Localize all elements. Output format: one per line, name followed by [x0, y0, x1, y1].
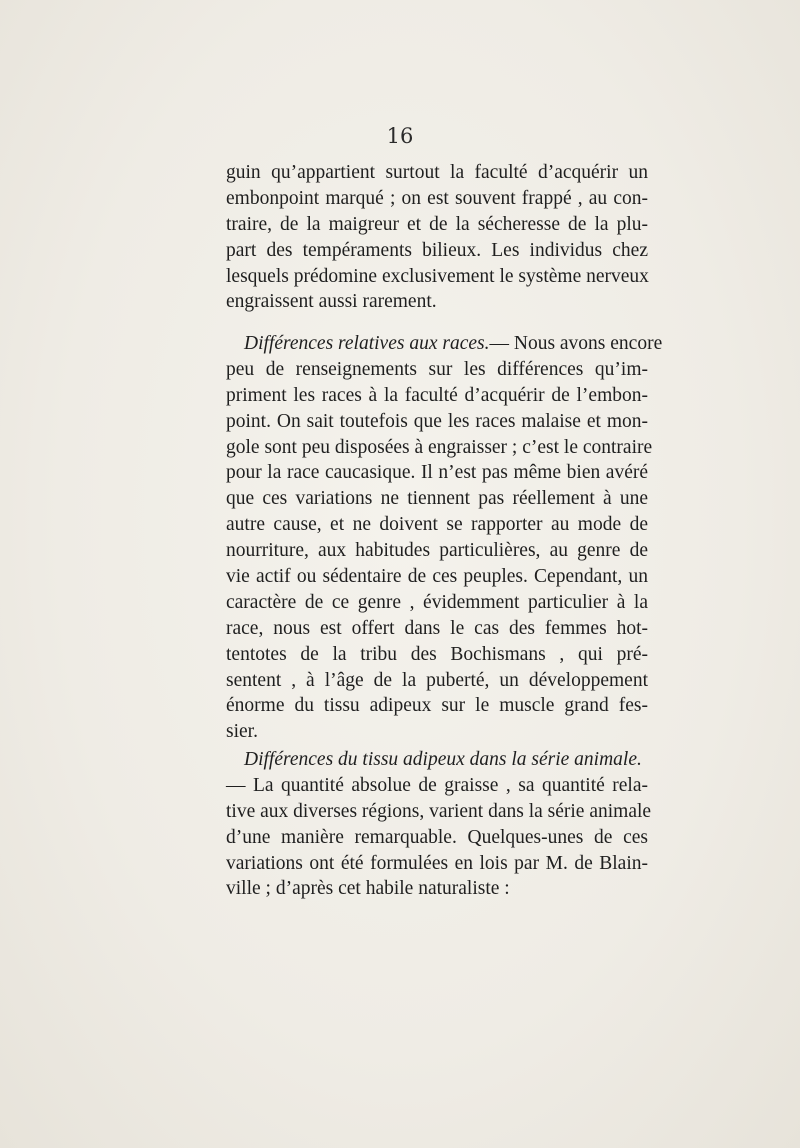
text-line: lesquels prédomine exclusivement le système nerveux [226, 265, 649, 287]
paragraph-2 [226, 331, 663, 745]
text-line: gole sont peu disposées à engraisser ; c’est le contraire [226, 436, 653, 458]
text-line: traire, de la maigreur et de la sécheresse de la plu- [226, 213, 648, 235]
page-number: 16 [386, 124, 414, 148]
text-line: sier. [226, 721, 258, 743]
text-line: que ces variations ne tiennent pas réellement à une [226, 488, 648, 510]
text-line: priment les races à la faculté d’acquérir de l’embon- [226, 384, 648, 406]
text-line: pour la race caucasique. Il n’est pas même bien avéré [226, 462, 648, 484]
text-line: nourriture, aux habitudes particulières, au genre de [226, 540, 648, 562]
paragraph-1 [226, 160, 648, 315]
text-line: tive aux diverses régions, varient dans la série animale [226, 800, 652, 822]
text-line: caractère de ce genre , évidemment particulier à la [226, 591, 648, 613]
text-line: part des tempéraments bilieux. Les individus chez [226, 239, 648, 261]
text-line: — La quantité absolue de graisse , sa quantité rela- [226, 774, 648, 796]
text-line: sentent , à l’âge de la puberté, un développement [226, 669, 648, 691]
text-line: engraissent aussi rarement. [226, 291, 437, 313]
text-line: point. On sait toutefois que les races malaise et mon- [226, 410, 648, 432]
text-line: race, nous est offert dans le cas des femmes hot- [226, 617, 648, 639]
text-line: guin qu’appartient surtout la faculté d’acquérir un [226, 162, 648, 183]
text-line: ville ; d’après cet habile naturaliste : [226, 878, 510, 900]
text-line-rest: — Nous avons encore [489, 333, 663, 354]
text-line: vie actif ou sédentaire de ces peuples. Cependant, un [226, 566, 648, 588]
text-line: autre cause, et ne doivent se rapporter au mode de [226, 514, 648, 536]
section-heading-races: Différences relatives aux races. [244, 333, 490, 354]
text-line: embonpoint marqué ; on est souvent frappé , au con- [226, 187, 648, 209]
text-line: variations ont été formulées en lois par M. de Blain- [226, 852, 648, 874]
text-line: énorme du tissu adipeux sur le muscle grand fes- [226, 695, 648, 717]
text-line: d’une manière remarquable. Quelques-unes de ces [226, 826, 648, 848]
text-line: peu de renseignements sur les différences qu’im- [226, 358, 648, 380]
text-line: tentotes de la tribu des Bochismans , qui pré- [226, 643, 648, 665]
section-heading-animal-series: Différences du tissu adipeux dans la série animale. [244, 749, 642, 770]
text-line [226, 331, 663, 357]
paragraph-3 [226, 747, 652, 902]
